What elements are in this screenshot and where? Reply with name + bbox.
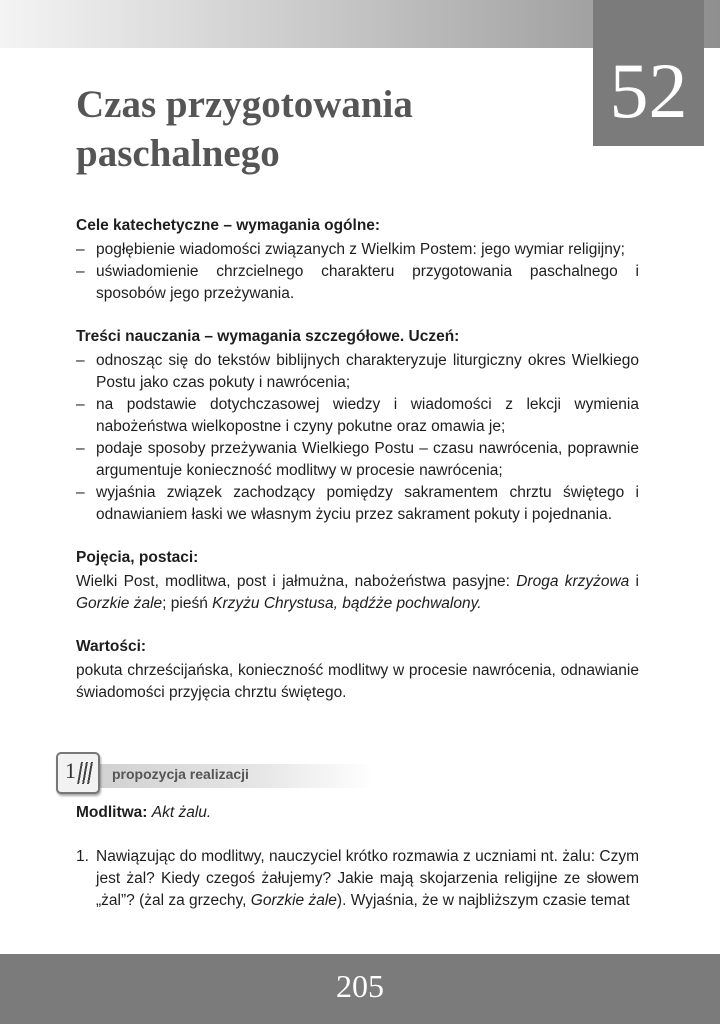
main-content bbox=[76, 215, 639, 725]
book-icon bbox=[56, 752, 100, 794]
list-item-text: odnosząc się do tekstów biblijnych charakteryzuje liturgiczny okres Wielkiego Postu jako czas pokuty i nawrócenia; bbox=[96, 352, 639, 391]
list-item-text: na podstawie dotychczasowej wiedzy i wiadomości z lekcji wymienia nabożeństwa wielkopostne i czyny pokutne oraz omawia je; bbox=[96, 396, 639, 435]
pages-icon bbox=[77, 762, 95, 784]
footer-band bbox=[0, 954, 720, 1024]
dash-bullet: – bbox=[76, 263, 85, 280]
banner-label: propozycja realizacji bbox=[112, 766, 249, 782]
list-item bbox=[76, 482, 639, 526]
list-item bbox=[76, 261, 639, 305]
concepts-text bbox=[76, 571, 639, 615]
page-number: 205 bbox=[336, 968, 384, 1004]
section-values-heading: Wartości: bbox=[76, 638, 147, 655]
list-item bbox=[76, 350, 639, 394]
dash-bullet: – bbox=[76, 241, 85, 258]
title-line-2: paschalnego bbox=[76, 132, 280, 175]
concepts-italic-title: Krzyżu Chrystusa, bądźże pochwalony. bbox=[212, 595, 482, 612]
list-item bbox=[76, 239, 639, 261]
steps-section bbox=[76, 846, 639, 912]
prayer-line bbox=[76, 802, 639, 824]
section-values bbox=[76, 636, 639, 704]
list-item bbox=[76, 394, 639, 438]
list-item bbox=[76, 438, 639, 482]
page-title bbox=[76, 80, 576, 178]
concepts-italic-title: Gorzkie żale bbox=[76, 595, 163, 612]
step-italic-title: Gorzkie żale bbox=[250, 892, 337, 909]
goals-list bbox=[76, 239, 639, 305]
list-item-text: uświadomienie chrzcielnego charakteru przygotowania paschalnego i sposobów jego przeżywania. bbox=[96, 263, 639, 302]
values-text: pokuta chrześcijańska, konieczność modlitwy w procesie nawrócenia, odnawianie świadomości przyjęcia chrztu świętego. bbox=[76, 662, 639, 701]
list-item-text: pogłębienie wiadomości związanych z Wielkim Postem: jego wymiar religijny; bbox=[96, 241, 625, 258]
concepts-text-part: ; pieśń bbox=[162, 595, 213, 612]
section-goals bbox=[76, 215, 639, 305]
content-list bbox=[76, 350, 639, 526]
section-goals-heading: Cele katechetyczne – wymagania ogólne: bbox=[76, 217, 381, 234]
chapter-number-box bbox=[593, 0, 704, 146]
list-item bbox=[76, 846, 639, 912]
section-concepts-heading: Pojęcia, postaci: bbox=[76, 549, 199, 566]
list-item-text: podaje sposoby przeżywania Wielkiego Postu – czasu nawrócenia, poprawnie argumentuje konieczność modlitwy w procesie nawrócenia; bbox=[96, 440, 639, 479]
dash-bullet: – bbox=[76, 396, 85, 413]
section-concepts bbox=[76, 547, 639, 615]
concepts-italic-title: Droga krzyżowa bbox=[516, 573, 630, 590]
dash-bullet: – bbox=[76, 484, 85, 501]
section-content-heading: Treści nauczania – wymagania szczegółowe. Uczeń: bbox=[76, 328, 460, 345]
chapter-number: 52 bbox=[609, 47, 688, 134]
list-item-text: wyjaśnia związek zachodzący pomiędzy sakramentem chrztu świętego i odnawianiem łaski we własnym życiu przez sakrament pokuty i pojednania. bbox=[96, 484, 639, 523]
banner-number: 1 bbox=[65, 758, 76, 783]
prayer-label: Modlitwa: bbox=[76, 804, 148, 821]
dash-bullet: – bbox=[76, 352, 85, 369]
steps-list bbox=[76, 846, 639, 912]
realization-banner bbox=[56, 752, 366, 796]
step-text: Nawiązując do modlitwy, nauczyciel krótko rozmawia z uczniami nt. żalu: Czym jest żal? Kiedy czegoś żałujemy? Jakie mają skojarzenia religijne ze słowem „żal”? (żal za grzechy, bbox=[96, 848, 639, 909]
title-line-1: Czas przygotowania bbox=[76, 83, 413, 126]
concepts-text-part: Wielki Post, modlitwa, post i jałmużna, nabożeństwa pasyjne: bbox=[76, 573, 517, 590]
section-content bbox=[76, 326, 639, 526]
prayer-title: Akt żalu. bbox=[151, 804, 212, 821]
dash-bullet: – bbox=[76, 440, 85, 457]
concepts-text-part: i bbox=[629, 573, 639, 590]
step-text: ). Wyjaśnia, że w najbliższym czasie temat bbox=[336, 892, 630, 909]
step-number: 1. bbox=[76, 848, 89, 865]
